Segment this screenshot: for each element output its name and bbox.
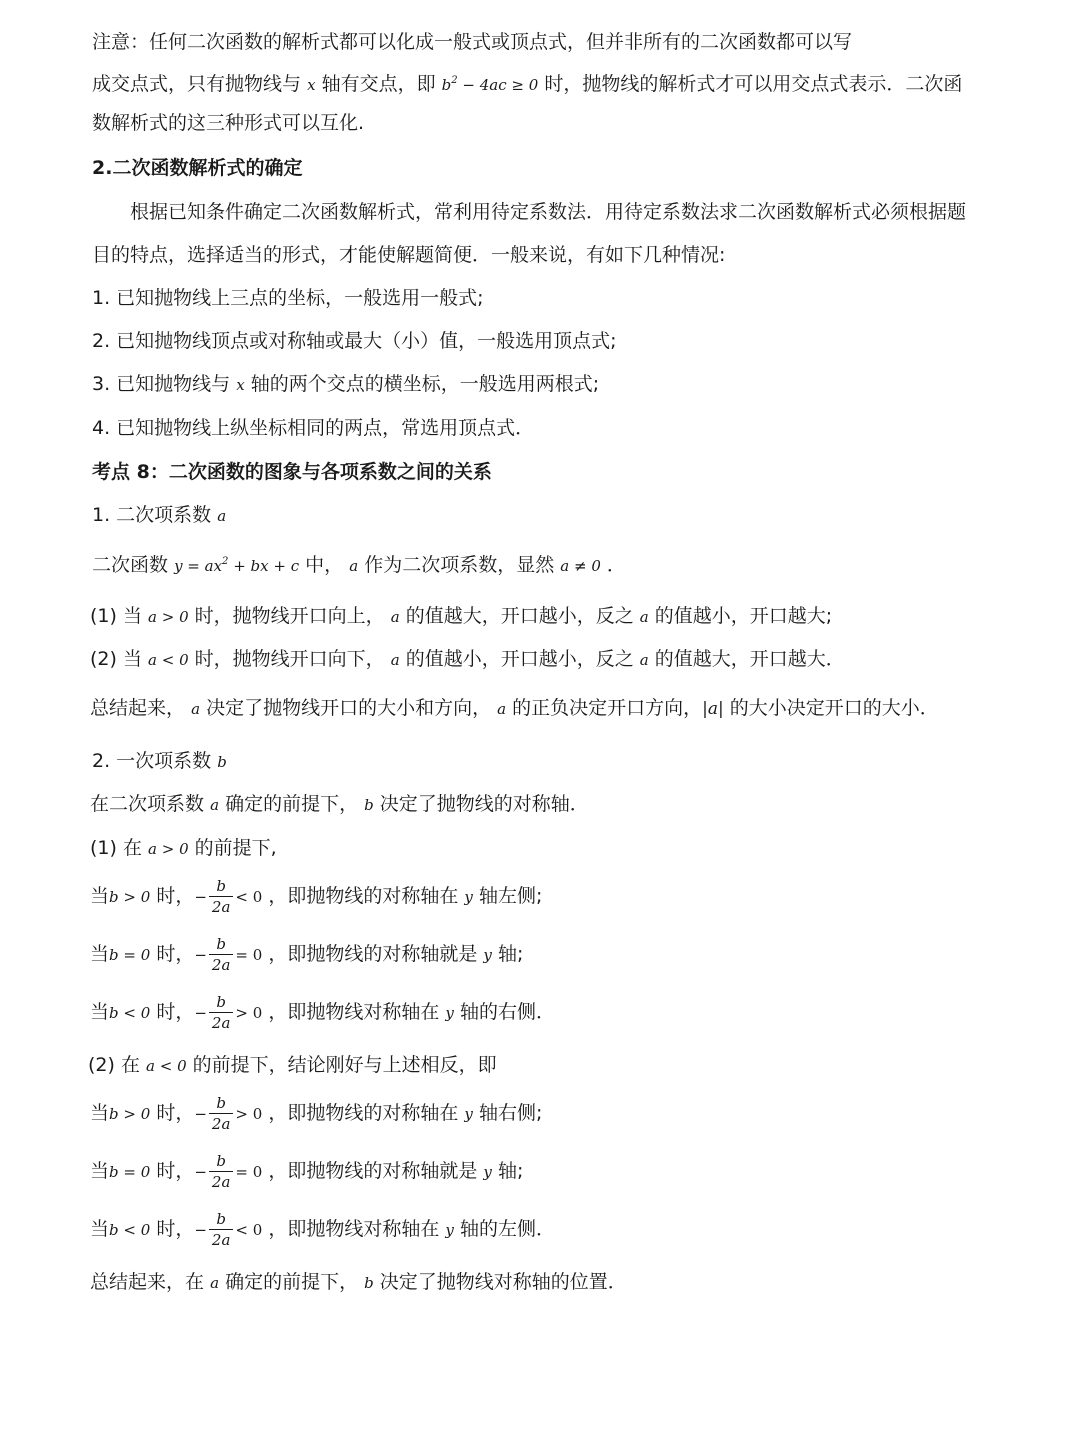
- quadratic-function-line: [92, 552, 626, 579]
- fraction-denominator: 2a: [211, 1173, 231, 1191]
- kaodian-8-heading: 考点 8：二次函数的图象与各项系数之间的关系: [92, 461, 492, 483]
- math-eq-0: = 0: [235, 946, 263, 964]
- text: 时，: [156, 1001, 195, 1023]
- math-b-gt-0: b > 0: [109, 888, 151, 906]
- text: ，即抛物线的对称轴就是: [268, 1160, 478, 1182]
- math-a-lt-0: a < 0: [146, 1057, 187, 1075]
- math-lt-0: < 0: [235, 888, 263, 906]
- item-text: 3. 已知抛物线与: [92, 373, 231, 395]
- math-a: a: [390, 651, 400, 669]
- case-a-positive: [90, 603, 832, 630]
- note-text: 数解析式的这三种形式可以互化.: [92, 112, 365, 134]
- text: 的值越大，开口越小，反之: [405, 605, 634, 627]
- text: ，即抛物线对称轴在: [268, 1001, 440, 1023]
- fraction-numerator: b: [209, 1151, 234, 1172]
- fraction-numerator: b: [209, 1209, 234, 1230]
- fraction-denominator: 2a: [211, 1231, 231, 1249]
- text: 决定了抛物线开口的大小和方向，: [206, 697, 492, 719]
- text: 时，: [156, 943, 195, 965]
- text: 的正负决定开口方向，: [512, 697, 703, 719]
- text: 总结起来，: [90, 697, 186, 719]
- note-text: 注意：任何二次函数的解析式都可以化成一般式或顶点式，但并非所有的二次函数都可以写: [92, 31, 853, 53]
- text: 当: [90, 1160, 110, 1182]
- subheading-text: 2. 一次项系数: [92, 750, 212, 772]
- text: 轴;: [497, 943, 524, 965]
- minus-sign: −: [194, 1221, 207, 1239]
- math-a-gt-0: a > 0: [148, 840, 189, 858]
- text: 在二次项系数: [90, 793, 205, 815]
- math-b-gt-0: b > 0: [109, 1105, 151, 1123]
- text: 时，: [156, 1102, 195, 1124]
- note-text: 时，抛物线的解析式才可以用交点式表示．二次函: [544, 73, 963, 95]
- math-b-lt-0: b < 0: [109, 1221, 151, 1239]
- fraction-denominator: 2a: [211, 1014, 231, 1032]
- text: 当: [90, 885, 110, 907]
- list-item-4: 4. 已知抛物线上纵坐标相同的两点，常选用顶点式．: [92, 417, 535, 439]
- math-a-ne-0: a ≠ 0: [560, 557, 601, 575]
- text: (1) 当: [90, 605, 142, 627]
- rule-row-2: [90, 934, 523, 975]
- text: 的前提下,: [194, 837, 277, 859]
- text: (2) 当: [90, 648, 142, 670]
- text: 当: [90, 1102, 110, 1124]
- subheading-text: 1. 二次项系数: [92, 504, 212, 526]
- text: ，即抛物线的对称轴在: [268, 885, 459, 907]
- rule-row-1: [90, 876, 542, 917]
- math-b-lt-0: b < 0: [109, 1004, 151, 1022]
- case-a-negative: [90, 646, 845, 673]
- text: ，即抛物线的对称轴就是: [268, 943, 478, 965]
- text: 时，抛物线开口向下，: [194, 648, 385, 670]
- fraction-b-over-2a: [209, 934, 234, 975]
- fraction-denominator: 2a: [211, 956, 231, 974]
- math-a: a: [217, 507, 227, 525]
- minus-sign: −: [194, 888, 207, 906]
- math-b: b: [217, 753, 227, 771]
- summary-2: [90, 1269, 627, 1296]
- note-line-2: [92, 71, 962, 98]
- text: 决定了抛物线的对称轴．: [379, 793, 589, 815]
- math-a: a: [639, 608, 649, 626]
- text: 轴;: [497, 1160, 524, 1182]
- quadratic-formula: $y = ax^2$ + bx + c: [174, 556, 300, 575]
- premise-a-negative: [88, 1052, 497, 1079]
- text: ，即抛物线的对称轴在: [268, 1102, 459, 1124]
- math-a-gt-0: a > 0: [148, 608, 189, 626]
- text: 二次函数: [92, 554, 169, 576]
- math-x: x: [307, 76, 316, 94]
- item-text: 轴的两个交点的横坐标，一般选用两根式;: [250, 373, 600, 395]
- text: 轴的左侧．: [459, 1218, 555, 1240]
- math-gt-0: > 0: [235, 1105, 263, 1123]
- math-a: a: [210, 796, 220, 814]
- math-y: y: [464, 1105, 473, 1123]
- math-a: a: [497, 700, 507, 718]
- math-eq-0: = 0: [235, 1163, 263, 1181]
- text: 中，: [305, 554, 344, 576]
- fraction-denominator: 2a: [211, 1115, 231, 1133]
- text: 当: [90, 1001, 110, 1023]
- list-item-2: 2. 已知抛物线顶点或对称轴或最大（小）值，一般选用顶点式;: [92, 330, 617, 352]
- section-2-heading: 2.二次函数解析式的确定: [92, 157, 303, 179]
- text: 确定的前提下，: [225, 1271, 359, 1293]
- fraction-numerator: b: [209, 1093, 234, 1114]
- list-item-1: 1. 已知抛物线上三点的坐标，一般选用一般式;: [92, 287, 484, 309]
- text: 当: [90, 943, 110, 965]
- rule-row-6: [90, 1209, 555, 1250]
- text: 的值越小，开口越小，反之: [405, 648, 634, 670]
- section-2-para-2: 目的特点，选择适当的形式，才能使解题简便．一般来说，有如下几种情况:: [92, 244, 726, 266]
- minus-sign: −: [194, 1163, 207, 1181]
- math-y: y: [445, 1221, 454, 1239]
- math-y: y: [483, 946, 492, 964]
- text: 时，: [156, 1218, 195, 1240]
- minus-sign: −: [194, 1004, 207, 1022]
- fraction-denominator: 2a: [211, 898, 231, 916]
- text: 时，: [156, 885, 195, 907]
- text: 决定了抛物线对称轴的位置．: [379, 1271, 627, 1293]
- text: 轴的右侧．: [459, 1001, 555, 1023]
- fraction-numerator: b: [209, 876, 234, 897]
- math-y: y: [483, 1163, 492, 1181]
- text: 时，: [156, 1160, 195, 1182]
- text: 作为二次项系数，显然: [364, 554, 555, 576]
- note-line-1: [92, 29, 852, 55]
- fraction-b-over-2a: [209, 876, 234, 917]
- math-a: a: [390, 608, 400, 626]
- premise-a-positive: [90, 835, 277, 862]
- math-b-eq-0: b = 0: [109, 1163, 151, 1181]
- rule-row-4: [90, 1093, 542, 1134]
- math-y: y: [464, 888, 473, 906]
- math-a: a: [210, 1274, 220, 1292]
- note-text: 轴有交点，即: [321, 73, 436, 95]
- summary-1: [90, 695, 939, 722]
- fraction-b-over-2a: [209, 1093, 234, 1134]
- math-y: y: [445, 1004, 454, 1022]
- text: (2) 在: [88, 1054, 140, 1076]
- text: 总结起来，在: [90, 1271, 205, 1293]
- section-2-para-1: 根据已知条件确定二次函数解析式，常利用待定系数法．用待定系数法求二次函数解析式必须根据题: [130, 201, 967, 223]
- list-item-3: [92, 371, 599, 398]
- text: 的值越大，开口越大．: [654, 648, 845, 670]
- math-lt-0: < 0: [235, 1221, 263, 1239]
- rule-row-5: [90, 1151, 523, 1192]
- fraction-b-over-2a: [209, 992, 234, 1033]
- math-b: b: [364, 1274, 374, 1292]
- text: 时，抛物线开口向上，: [194, 605, 385, 627]
- math-abs-a: |a|: [702, 699, 724, 719]
- text: 的前提下，结论刚好与上述相反，即: [192, 1054, 497, 1076]
- fraction-b-over-2a: [209, 1151, 234, 1192]
- text: ．: [606, 554, 626, 576]
- note-line-3: [92, 110, 364, 136]
- math-x: x: [236, 376, 245, 394]
- text: 轴右侧;: [478, 1102, 543, 1124]
- fraction-b-over-2a: [209, 1209, 234, 1250]
- subheading-linear-coef: [92, 748, 227, 775]
- text: (1) 在: [90, 837, 142, 859]
- text: ，即抛物线对称轴在: [268, 1218, 440, 1240]
- math-a: a: [191, 700, 201, 718]
- text: 的大小决定开口的大小．: [729, 697, 939, 719]
- minus-sign: −: [194, 946, 207, 964]
- minus-sign: −: [194, 1105, 207, 1123]
- subheading-quadratic-coef: [92, 502, 226, 529]
- math-a-lt-0: a < 0: [148, 651, 189, 669]
- text: 的值越小，开口越大;: [654, 605, 833, 627]
- text: 当: [90, 1218, 110, 1240]
- discriminant-formula: $b^2 - 4ac \ge 0$: [441, 75, 539, 94]
- math-b: b: [364, 796, 374, 814]
- math-a: a: [349, 557, 359, 575]
- fraction-numerator: b: [209, 934, 234, 955]
- linear-coef-intro: [90, 791, 589, 818]
- text: 确定的前提下，: [225, 793, 359, 815]
- math-gt-0: > 0: [235, 1004, 263, 1022]
- fraction-numerator: b: [209, 992, 234, 1013]
- text: 轴左侧;: [478, 885, 543, 907]
- math-a: a: [639, 651, 649, 669]
- math-b-eq-0: b = 0: [109, 946, 151, 964]
- note-text: 成交点式，只有抛物线与: [92, 73, 302, 95]
- rule-row-3: [90, 992, 555, 1033]
